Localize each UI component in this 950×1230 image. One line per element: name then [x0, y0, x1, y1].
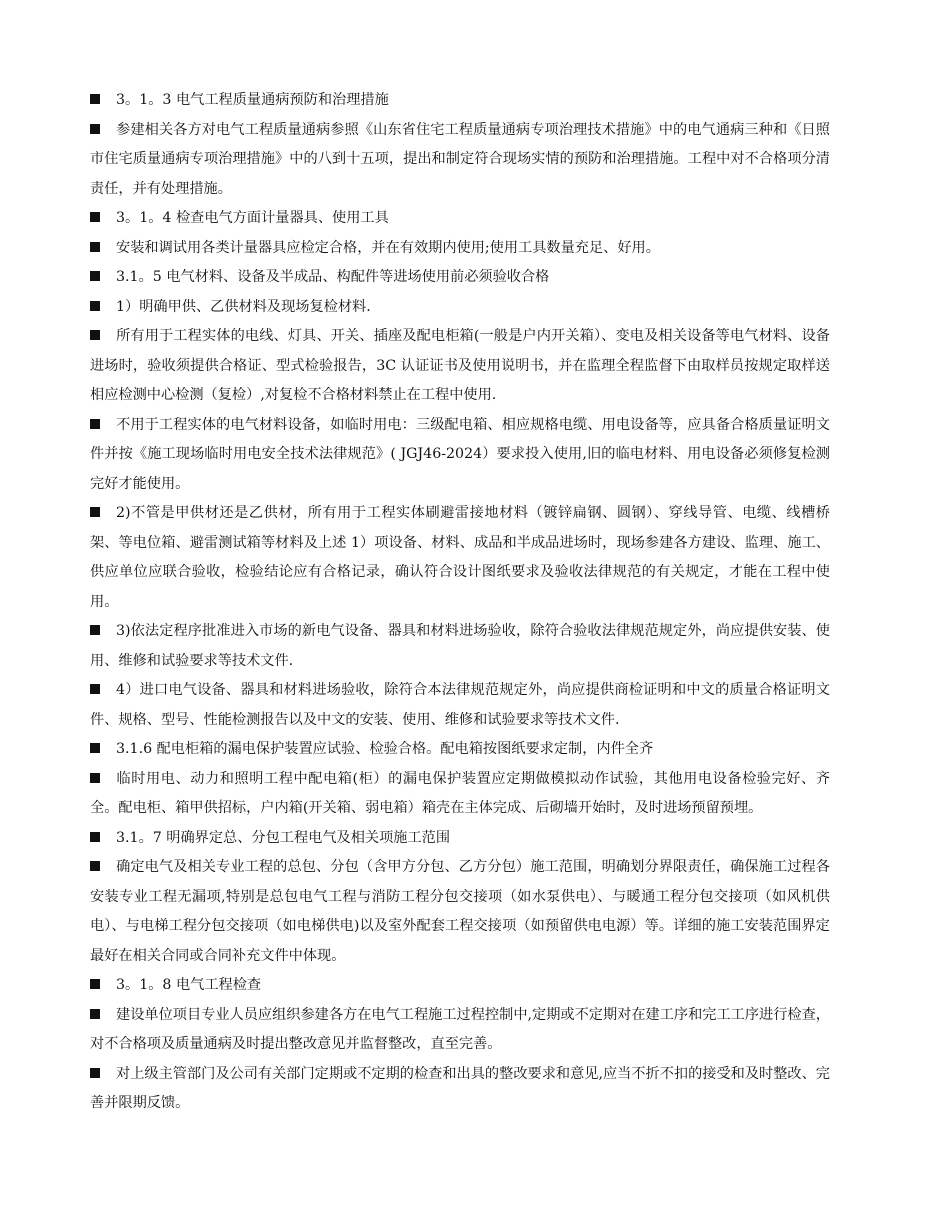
paragraph: [90, 1060, 830, 1119]
paragraph: [90, 411, 830, 500]
paragraph: [90, 322, 830, 411]
paragraph: [90, 765, 830, 824]
square-bullet-icon: [90, 124, 100, 134]
square-bullet-icon: [90, 242, 100, 252]
square-bullet-icon: [90, 1068, 100, 1078]
square-bullet-icon: [90, 861, 100, 871]
document-body: [90, 86, 830, 1119]
square-bullet-icon: [90, 979, 100, 989]
square-bullet-icon: [90, 684, 100, 694]
paragraph: [90, 617, 830, 676]
heading-3-1-6: [90, 735, 830, 765]
paragraph-text: 安装和调试用各类计量器具应检定合格，并在有效期内使用;使用工具数量充足、好用。: [116, 239, 660, 256]
paragraph-text: 所有用于工程实体的电线、灯具、开关、插座及配电柜箱(一般是户内开关箱）、变电及相关设备等电气材料、设备进场时，验收须提供合格证、型式检验报告，3C 认证证书及使用说明书，并在监理全程监督下由取样员按规定取样送相应检测中心检测（复检）,对复检不合格材料禁止在工程中使用.: [90, 328, 830, 403]
square-bullet-icon: [90, 773, 100, 783]
paragraph-text: 3。1。8 电气工程检查: [116, 977, 262, 993]
paragraph-text: 3.1.6 配电柜箱的漏电保护装置应试验、检验合格。配电箱按图纸要求定制，内件全齐: [116, 741, 654, 757]
paragraph-text: 3)依法定程序批准进入市场的新电气设备、器具和材料进场验收，除符合验收法律规范规定外，尚应提供安装、使用、维修和试验要求等技术文件.: [90, 623, 830, 669]
paragraph: [90, 1001, 830, 1060]
square-bullet-icon: [90, 507, 100, 517]
paragraph-text: 参建相关各方对电气工程质量通病参照《山东省住宅工程质量通病专项治理技术措施》中的电气通病三种和《日照市住宅质量通病专项治理措施》中的八到十五项，提出和制定符合现场实情的预防和治理措施。工程中对不合格项分清责任，并有处理措施。: [90, 121, 830, 197]
paragraph-text: 临时用电、动力和照明工程中配电箱(柜）的漏电保护装置应定期做模拟动作试验，其他用电设备检验完好、齐全。配电柜、箱甲供招标，户内箱(开关箱、弱电箱）箱壳在主体完成、后砌墙开始时，及时进场预留预埋。: [90, 770, 830, 816]
paragraph-text: 1）明确甲供、乙供材料及现场复检材料.: [116, 298, 371, 315]
heading-3-1-8: [90, 971, 830, 1001]
paragraph-text: 3.1。7 明确界定总、分包工程电气及相关项施工范围: [116, 829, 451, 846]
square-bullet-icon: [90, 271, 100, 281]
paragraph: [90, 853, 830, 971]
paragraph: [90, 116, 830, 205]
square-bullet-icon: [90, 212, 100, 222]
paragraph-text: 3。1。3 电气工程质量通病预防和治理措施: [116, 92, 389, 108]
paragraph-text: 3。1。4 检查电气方面计量器具、使用工具: [116, 210, 389, 226]
paragraph: [90, 234, 830, 264]
paragraph-text: 对上级主管部门及公司有关部门定期或不定期的检查和出具的整改要求和意见,应当不折不扣的接受和及时整改、完善并限期反馈。: [90, 1065, 830, 1111]
square-bullet-icon: [90, 330, 100, 340]
heading-3-1-3: [90, 86, 830, 116]
square-bullet-icon: [90, 94, 100, 104]
paragraph-text: 确定电气及相关专业工程的总包、分包（含甲方分包、乙方分包）施工范围，明确划分界限责任，确保施工过程各安装专业工程无漏项,特别是总包电气工程与消防工程分包交接项（如水泵供电）、与暖通工程分包交接项（如风机供电）、与电梯工程分包交接项（如电梯供电)以及室外配套工程交接项（如预留供电电源）等。详细的施工安装范围界定最好在相关合同或合同补充文件中体现。: [90, 859, 830, 964]
paragraph-text: 建设单位项目专业人员应组织参建各方在电气工程施工过程控制中,定期或不定期对在建工序和完工工序进行检查，对不合格项及质量通病及时提出整改意见并监督整改，直至完善。: [90, 1006, 830, 1052]
square-bullet-icon: [90, 832, 100, 842]
heading-3-1-5: [90, 263, 830, 293]
paragraph: [90, 676, 830, 735]
paragraph-text: 3.1。5 电气材料、设备及半成品、构配件等进场使用前必须验收合格: [116, 269, 550, 285]
square-bullet-icon: [90, 419, 100, 429]
paragraph-text: 不用于工程实体的电气材料设备，如临时用电：三级配电箱、相应规格电缆、用电设备等，应具备合格质量证明文件并按《施工现场临时用电安全技术法律规范》( JGJ46-2024）要求投入使用,旧的临电材料、用电设备必须修复检测完好才能使用。: [90, 416, 830, 492]
square-bullet-icon: [90, 1009, 100, 1019]
heading-3-1-4: [90, 204, 830, 234]
paragraph-text: 4）进口电气设备、器具和材料进场验收，除符合本法律规范规定外，尚应提供商检证明和中文的质量合格证明文件、规格、型号、性能检测报告以及中文的安装、使用、维修和试验要求等技术文件.: [90, 682, 830, 728]
paragraph: [90, 499, 830, 617]
paragraph-text: 2)不管是甲供材还是乙供材，所有用于工程实体刷避雷接地材料（镀锌扁钢、圆钢）、穿线导管、电缆、线槽桥架、等电位箱、避雷测试箱等材料及上述 1）项设备、材料、成品和半成品进场时，现场参建各方建设、监理、施工、供应单位应联合验收，检验结论应有合格记录，确认符合设计图纸要求及验收法律规范的有关规定，才能在工程中使用。: [90, 505, 830, 610]
square-bullet-icon: [90, 625, 100, 635]
paragraph: [90, 293, 830, 323]
square-bullet-icon: [90, 301, 100, 311]
square-bullet-icon: [90, 743, 100, 753]
heading-3-1-7: [90, 824, 830, 854]
